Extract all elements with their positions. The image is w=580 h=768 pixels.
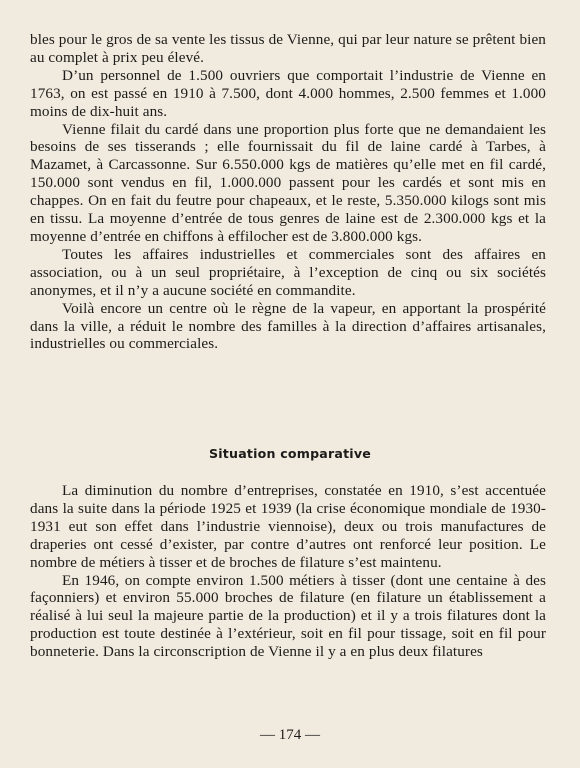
section-heading: Situation comparative [209,446,371,461]
paragraph-affaires: Toutes les affaires industrielles et commerciales sont des affaires en association, ou à un seul propriétaire, à l’exception de cinq ou six sociétés anonymes, et il n’y a aucune société en commandite. [30,245,546,299]
paragraph-personnel: D’un personnel de 1.500 ouvriers que comportait l’industrie de Vienne en 1763, on est passé en 1910 à 7.500, dont 4.000 hommes, 2.500 femmes et 1.000 moins de dix-huit ans. [30,66,546,120]
page-number: — 174 — [260,727,320,743]
paragraph-carde: Vienne filait du cardé dans une proportion plus forte que ne demandaient les besoins de ses tisserands ; elle fournissait du fil de laine cardé à Tarbes, à Mazamet, à Carcassonne. Sur 6.550.000 kgs de matières qu’elle met en fil cardé, 150.000 sont vendus en fil, 1.000.000 passent pour les cardés et sont mis en chappes. On en fait du feutre pour chapeaux, et le reste, 5.350.000 kilogs sont mis en tissu. La moyenne d’entrée de tous genres de laine est de 2.300.000 kgs et la moyenne d’entrée en chiffons à effilocher est de 3.800.000 kgs. [30,120,546,245]
paragraph-vapeur: Voilà encore un centre où le règne de la vapeur, en apportant la prospérité dans la ville, a réduit le nombre des familles à la direction d’affaires artisanales, industrielles ou commerciales. [30,299,546,353]
text-block-top [30,31,546,353]
text-block-bottom [30,482,546,661]
paragraph-diminution: La diminution du nombre d’entreprises, constatée en 1910, s’est accentuée dans la suite dans la période 1925 et 1939 (la crise économique mondiale de 1930-1931 eut son effet dans l’industrie viennoise), deux ou trois manufactures de draperies ont cessé d’exister, par contre d’autres ont renforcé leur position. Le nombre de métiers à tisser et de broches de filature s’est maintenu. [30,482,546,571]
paragraph-continued: bles pour le gros de sa vente les tissus de Vienne, qui par leur nature se prêtent bien au complet à prix peu élevé. [30,31,546,66]
paragraph-1946: En 1946, on compte environ 1.500 métiers à tisser (dont une centaine à des façonniers) et environ 55.000 broches de filature (en filature un établissement a réalisé à lui seul la majeure partie de la production) et il y a trois filatures dont la production est toute destinée à l’extérieur, soit en fil pour tissage, soit en fil pour bonneterie. Dans la circonscription de Vienne il y a en plus deux filatures [30,571,546,661]
